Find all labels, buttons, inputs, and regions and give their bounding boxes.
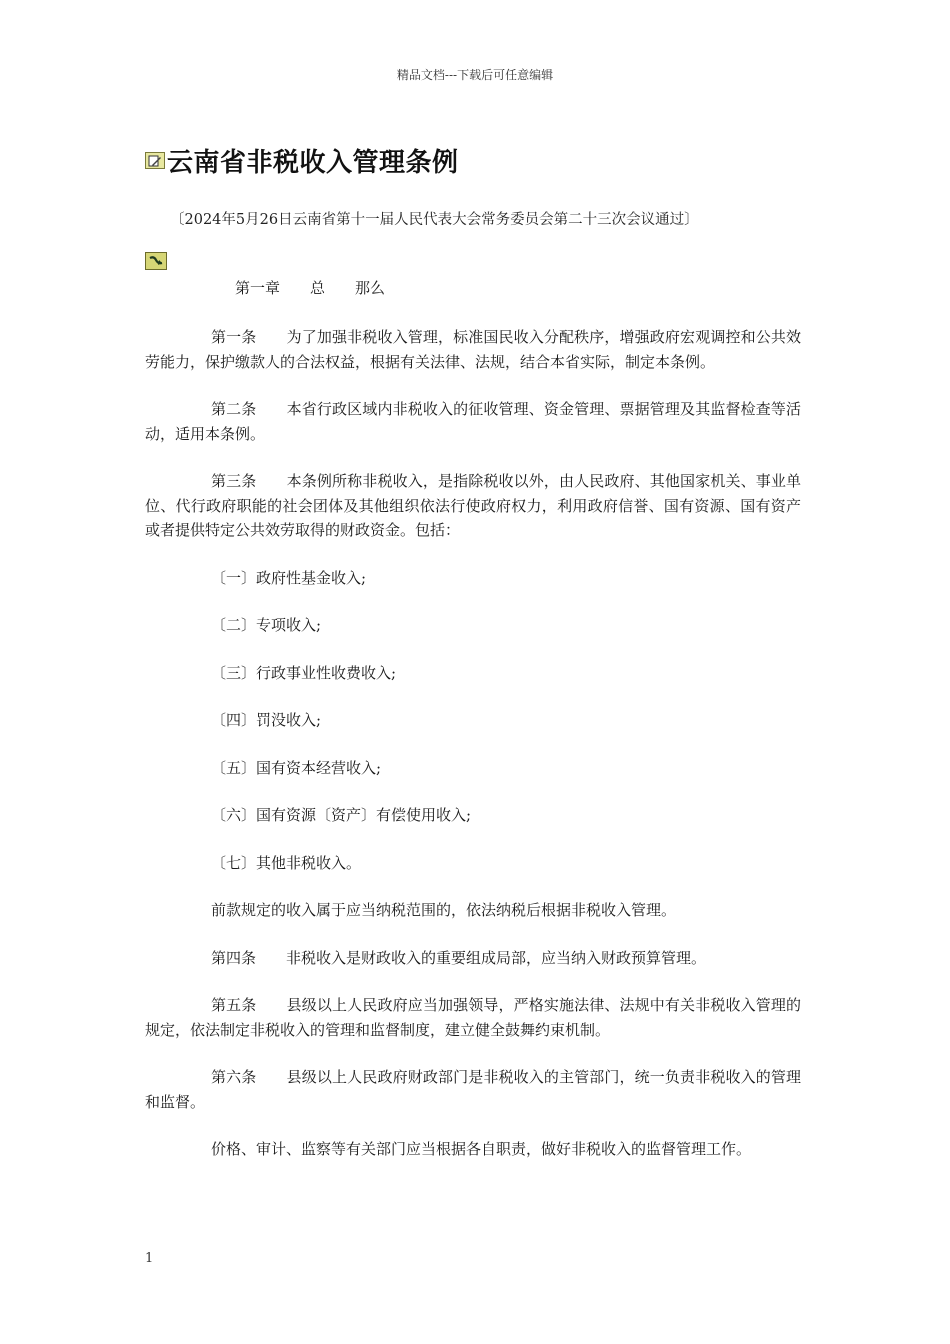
article-number: 第五条 — [211, 996, 287, 1014]
list-item: 〔四〕罚没收入; — [211, 711, 322, 729]
article-text: 前款规定的收入属于应当纳税范围的，依法纳税后根据非税收入管理。 — [211, 901, 677, 919]
article-2 — [145, 397, 801, 446]
chapter-heading: 第一章 总 那么 — [235, 279, 386, 297]
article-number: 第六条 — [211, 1068, 287, 1086]
page-number: 1 — [145, 1251, 154, 1266]
list-item: 〔六〕国有资源〔资产〕有偿使用收入; — [211, 806, 472, 824]
list-item: 〔五〕国有资本经营收入; — [211, 758, 382, 777]
list-item: 〔七〕其他非税收入。 — [211, 853, 362, 872]
article-text: 本条例所称非税收入，是指除税收以外，由人民政府、其他国家机关、事业单位、代行政府职能的社会团体及其他组织依法行使政府权力，利用政府信誉、国有资源、国有资产或者提供特定公共效劳取得的财政资金。包括： — [145, 472, 801, 539]
page-header: 精品文档---下载后可任意编辑 — [396, 68, 554, 82]
article-number: 第三条 — [211, 472, 287, 490]
document-title: 云南省非税收入管理条例 — [167, 148, 459, 178]
article-1 — [145, 325, 801, 374]
article-text: 县级以上人民政府财政部门是非税收入的主管部门，统一负责非税收入的管理和监督。 — [145, 1068, 801, 1111]
article-6 — [145, 1065, 801, 1114]
arrow-link-icon[interactable] — [145, 252, 167, 270]
article-text: 非税收入是财政收入的重要组成局部，应当纳入财政预算管理。 — [286, 948, 707, 967]
article-text: 价格、审计、监察等有关部门应当根据各自职责，做好非税收入的监督管理工作。 — [211, 1140, 752, 1158]
paragraph-supervision — [145, 1137, 801, 1162]
article-4 — [145, 946, 801, 971]
article-number: 第四条 — [211, 948, 287, 967]
article-text: 为了加强非税收入管理，标准国民收入分配秩序，增强政府宏观调控和公共效劳能力，保护缴款人的合法权益，根据有关法律、法规，结合本省实际，制定本条例。 — [145, 328, 801, 371]
list-item: 〔一〕政府性基金收入; — [211, 568, 367, 587]
article-number: 第二条 — [211, 400, 287, 418]
article-text: 本省行政区域内非税收入的征收管理、资金管理、票据管理及其监督检查等活动，适用本条例。 — [145, 400, 801, 443]
title-row — [145, 142, 459, 179]
article-number: 第一条 — [211, 328, 287, 346]
pencil-document-icon[interactable] — [145, 152, 165, 169]
list-item: 〔三〕行政事业性收费收入; — [211, 663, 397, 682]
list-item: 〔二〕专项收入; — [211, 616, 322, 634]
paragraph-preceding-clause — [145, 898, 801, 923]
document-body — [145, 325, 801, 1185]
article-3 — [145, 469, 801, 543]
article-5 — [145, 993, 801, 1042]
adoption-note: 〔2024年5月26日云南省第十一届人民代表大会常务委员会第二十三次会议通过〕 — [170, 212, 699, 228]
article-text: 县级以上人民政府应当加强领导，严格实施法律、法规中有关非税收入管理的规定，依法制定非税收入的管理和监督制度，建立健全鼓舞约束机制。 — [145, 996, 801, 1039]
